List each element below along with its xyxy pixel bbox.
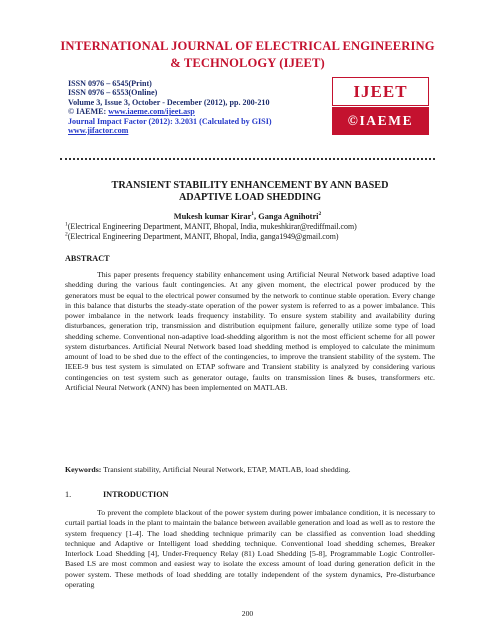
paper-title — [90, 180, 410, 204]
issn-print: ISSN 0976 – 6545(Print) — [68, 79, 152, 88]
author-2: Ganga Agnihotri — [258, 212, 319, 221]
authors — [0, 212, 495, 221]
journal-logo — [332, 77, 429, 135]
iaeme-prefix: © IAEME: — [68, 107, 109, 117]
abstract-text: This paper presents frequency stability enhancement using Artificial Neural Network based adaptive load shedding during the various fault contingencies. At any given moment, the electrical power produced by the generators must be equal to the electrical power consumed by the network to continue stable operation. Every change in this balance that disturbs the steady-state operation of the power system is referred to as a power imbalance. This power imbalance in the network leads frequency instability. To ensure system stability and availability during disturbances, generation trip, transmission and distribution equipment failure, generally utilize some type of load shedding scheme. Conventional non-adaptive load-shedding algorithm is not the most efficient scheme for all power system disturbances. Artificial Neural Network based load shedding method is employed to calculate the minimum amount of load to be shed due to the effect of the contingencies, to improve the transient stability of the system. The IEEE-9 bus test system is simulated on ETAP software and Transient stability is analyzed by considering various contingencies on test system such as generator outage, faults on transmission lines & buses, transformers etc. Artificial Neural Network (ANN) has been implemented on MATLAB. — [65, 270, 435, 392]
issn-online: ISSN 0976 – 6553(Online) — [68, 88, 158, 98]
author-1-sup: 1 — [251, 211, 255, 218]
affiliation-2-sup: 2 — [65, 231, 68, 238]
affiliation-1-sup: 1 — [65, 221, 68, 228]
volume-info: Volume 3, Issue 3, October - December (2012), pp. 200-210 — [68, 97, 270, 107]
introduction-text: To prevent the complete blackout of the power system during power imbalance condition, it is necessary to curtail partial loads in the plant to maintain the balance between available generation and load as well as to restore the system frequency [1-4]. The load shedding technique primarily can be classified as convention load shedding technique and Adaptive or Intelligent load shedding technique. Conventional load shedding schemes, Breaker Interlock Load Shedding [4], Under-Frequency Relay (81) Load Shedding [5-8], Programmable Logic Controller-Based LS are most common and easiest way to isolate the excess amount of load during generation deficit in the power system. These methods of load shedding are totally independent of the system dynamics, Pre-disturbance operating — [65, 508, 435, 589]
keywords-label: Keywords: — [65, 465, 102, 474]
iaeme-line — [68, 107, 368, 116]
author-separator: , — [254, 212, 259, 221]
journal-title — [40, 38, 455, 72]
journal-title-line1: INTERNATIONAL JOURNAL OF ELECTRICAL ENGINEERING — [60, 39, 435, 53]
journal-title-line2: & TECHNOLOGY (IJEET) — [170, 56, 325, 70]
affiliation-1 — [65, 222, 445, 232]
dotted-divider — [60, 158, 435, 160]
impact-factor: Journal Impact Factor (2012): 3.2031 (Calculated by GISI) — [68, 116, 272, 126]
logo-iaeme: ©IAEME — [332, 107, 429, 135]
paper-title-line1: TRANSIENT STABILITY ENHANCEMENT BY ANN BASED — [111, 180, 389, 191]
page-number: 200 — [241, 609, 254, 618]
author-1: Mukesh kumar Kirar — [173, 212, 252, 221]
affiliation-1-text: (Electrical Engineering Department, MANIT, Bhopal, India, mukeshkirar@rediffmail.com) — [67, 222, 357, 231]
section-number: 1. — [65, 490, 72, 499]
keywords-text: Transient stability, Artificial Neural Network, ETAP, MATLAB, load shedding. — [101, 465, 351, 474]
affiliation-2 — [65, 232, 445, 242]
logo-ijeet: IJEET — [332, 77, 429, 106]
keywords — [65, 465, 445, 474]
iaeme-link[interactable]: www.iaeme.com/ijeet.asp — [108, 107, 195, 117]
author-2-sup: 2 — [318, 211, 322, 218]
affiliation-2-text: (Electrical Engineering Department, MANIT, Bhopal, India, ganga1949@gmail.com) — [67, 232, 339, 241]
journal-metadata — [68, 79, 368, 135]
jifactor-link[interactable]: www.jifactor.com — [68, 126, 129, 136]
abstract-heading: ABSTRACT — [65, 254, 110, 263]
paper-title-line2: ADAPTIVE LOAD SHEDDING — [178, 192, 322, 203]
section-title: INTRODUCTION — [103, 490, 169, 499]
